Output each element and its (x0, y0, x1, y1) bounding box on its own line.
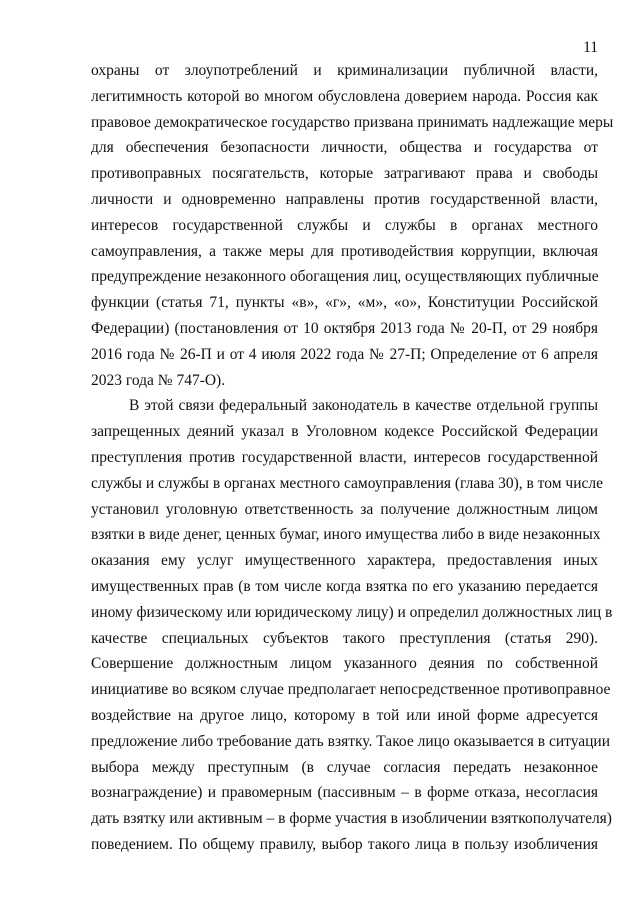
text-line: легитимность которой во многом обусловлена доверием народа. Россия как (91, 87, 598, 105)
text-line: функции (статья 71, пункты «в», «г», «м», «о», Конституции Российской (91, 294, 598, 312)
text-line: преступления против государственной власти, интересов государственной (91, 448, 598, 466)
text-line: качестве специальных субъектов такого преступления (статья 290). (91, 629, 598, 647)
text-line: взятки в виде денег, ценных бумаг, иного имущества либо в виде незаконных (91, 526, 601, 544)
text-line: 2016 года № 26-П и от 4 июля 2022 года № 27-П; Определение от 6 апреля (91, 345, 598, 363)
text-line: самоуправления, а также меры для противодействия коррупции, включая (91, 242, 598, 260)
text-line: воздействие на другое лицо, которому в той или иной форме адресуется (91, 706, 598, 724)
text-line: установил уголовную ответственность за получение должностным лицом (91, 500, 598, 518)
text-line: Совершение должностным лицом указанного деяния по собственной (91, 655, 598, 673)
text-line: Федерации) (постановления от 10 октября 2013 года № 20-П, от 29 ноября (91, 319, 598, 337)
document-body (91, 58, 614, 858)
text-line: дать взятку или активным – в форме участия в изобличении взяткополучателя) (91, 810, 612, 828)
text-line: противоправных посягательств, которые затрагивают права и свободы (91, 165, 598, 183)
text-line: предупреждение незаконного обогащения лиц, осуществляющих публичные (91, 268, 599, 286)
text-line: для обеспечения безопасности личности, общества и государства от (91, 139, 598, 157)
text-line: охраны от злоупотреблений и криминализации публичной власти, (91, 62, 598, 79)
text-line: интересов государственной службы и службы в органах местного (91, 216, 598, 234)
paragraph (91, 393, 613, 857)
text-line: иному физическому или юридическому лицу) и определил должностных лиц в (91, 603, 613, 621)
paragraph (91, 58, 614, 393)
text-line: выбора между преступным (в случае согласия передать незаконное (91, 758, 598, 776)
text-line: 2023 года № 747-О). (91, 371, 226, 389)
text-line: личности и одновременно направлены против государственной власти, (91, 190, 598, 208)
text-line: поведением. По общему правилу, выбор такого лица в пользу изобличения (91, 835, 598, 853)
page-number: 11 (583, 39, 598, 56)
text-line: правовое демократическое государство призвана принимать надлежащие меры (91, 113, 614, 131)
text-line: имущественных прав (в том числе когда взятка по его указанию передается (91, 577, 598, 595)
text-line: В этой связи федеральный законодатель в качестве отдельной группы (129, 397, 598, 415)
text-line: вознаграждение) и правомерным (пассивным – в форме отказа, несогласия (91, 784, 598, 802)
text-line: запрещенных деяний указал в Уголовном кодексе Российской Федерации (91, 423, 598, 441)
text-line: службы и службы в органах местного самоуправления (глава 30), в том числе (91, 474, 603, 492)
text-line: предложение либо требование дать взятку. Такое лицо оказывается в ситуации (91, 732, 611, 750)
text-line: инициативе во всяком случае предполагает непосредственное противоправное (91, 681, 611, 699)
text-line: оказания ему услуг имущественного характера, предоставления иных (91, 552, 598, 570)
